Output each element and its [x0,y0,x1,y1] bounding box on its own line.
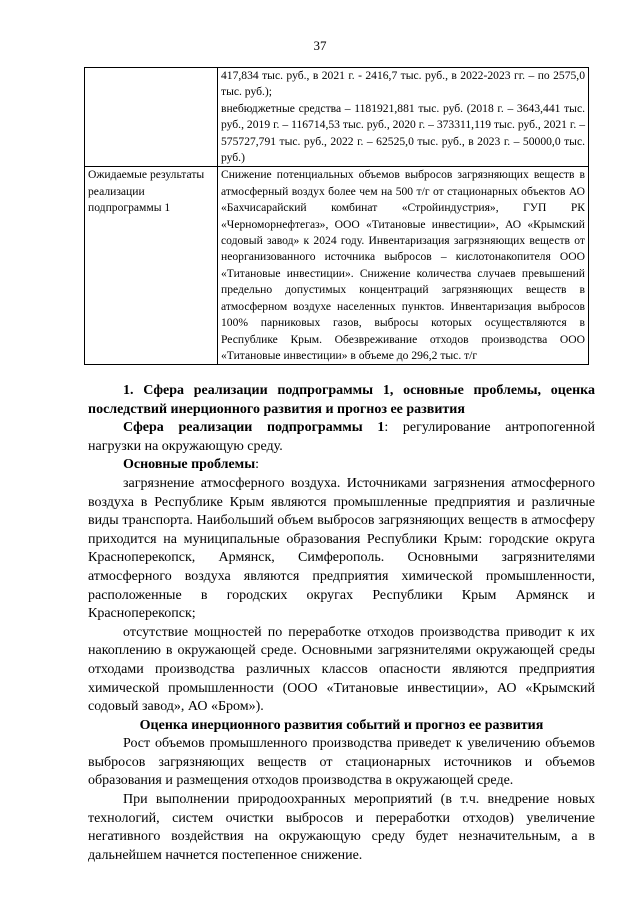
program-passport-table [84,67,589,365]
sphere-paragraph [88,419,595,456]
sphere-label: Сфера реализации подпрограммы 1 [123,420,385,436]
forecast-paragraph: Рост объемов промышленного производства приведет к увеличению объемов выбросов загрязняющих веществ от стационарных источников и объемов образования и размещения отходов производства в окружающей среде. [88,736,595,789]
document-body [88,382,595,865]
problems-label: Основные проблемы [123,457,256,473]
expected-results-label: Ожидаемые результаты реализации подпрограммы 1 [85,167,218,365]
table-cell-value [218,68,589,167]
expected-results-text: Снижение потенциальных объемов выбросов загрязняющих веществ в атмосферный воздух более чем на 500 т/г от стационарных объектов АО «Бахчисарайский комбинат «Стройиндустрия», ГУП РК «Черноморнефтегаз», ООО «Титановые инвестиции», АО «Крымский содовый завод» к 2024 году. Инвентаризация загрязняющих веществ от неорганизованного источника выбросов – кислотонакопителя ООО «Титановые инвестиции». Снижение количества случаев превышений предельно допустимых концентраций загрязняющих веществ в атмосферном воздухе населенных пунктов. Инвентаризация выбросов 100% парниковых газов, выбросы которых осуществляются в Республике Крым. Обезвреживание отходов производства ООО «Титановые инвестиции» в объеме до 296,2 тыс. т/г [218,167,589,365]
table-row [85,167,589,365]
forecast-paragraph: При выполнении природоохранных мероприятий (в т.ч. внедрение новых технологий, систем очистки выбросов и переработки отходов) увеличение негативного воздействия на окружающую среду будет незначительным, а в дальнейшем начнется постепенное снижение. [88,792,595,863]
table-row [85,68,589,167]
subsection-heading: Оценка инерционного развития событий и прогноз ее развития [139,717,544,733]
problem-paragraph: загрязнение атмосферного воздуха. Источниками загрязнения атмосферного воздуха в Республике Крым являются промышленные предприятия и различные виды транспорта. Наибольший объем выбросов загрязняющих веществ в атмосферу приходится на муниципальные образования Республики Крым: городские округа Красноперекопск, Армянск, Симферополь. Основными загрязнителями атмосферного воздуха являются предприятия химической промышленности, расположенные в городских округах Республики Крым Армянск и Красноперекопск; [88,475,595,622]
extrabudget-funding-text: внебюджетные средства – 1181921,881 тыс. руб. (2018 г. – 3643,441 тыс. руб., 2019 г. – 116714,53 тыс. руб., 2020 г. – 373311,119 тыс. руб., 2021 г. – 575727,791 тыс. руб., 2022 г. – 62525,0 тыс. руб., в 2023 г. – 50000,0 тыс. руб.) [221,101,585,165]
section-heading: 1. Сфера реализации подпрограммы 1, основные проблемы, оценка последствий инерционного развития и прогноз ее развития [88,383,595,417]
sphere-text: : регулирование антропогенной нагрузки на окружающую среду. [88,420,595,454]
problems-heading [88,456,595,475]
problems-colon: : [255,457,260,473]
problem-paragraph: отсутствие мощностей по переработке отходов производства приводит к их накоплению в окружающей среде. Основными загрязнителями окружающей среды отходами производства различных классов опасности являются предприятия химической промышленности (ООО «Титановые инвестиции», АО «Крымский содовый завод», АО «Бром»). [88,624,595,715]
funding-text-line: 417,834 тыс. руб., в 2021 г. - 2416,7 тыс. руб., в 2022-2023 гг. – по 2575,0 тыс. руб.); [221,69,585,99]
page-number: 37 [313,38,327,53]
table-cell-label [85,68,218,167]
